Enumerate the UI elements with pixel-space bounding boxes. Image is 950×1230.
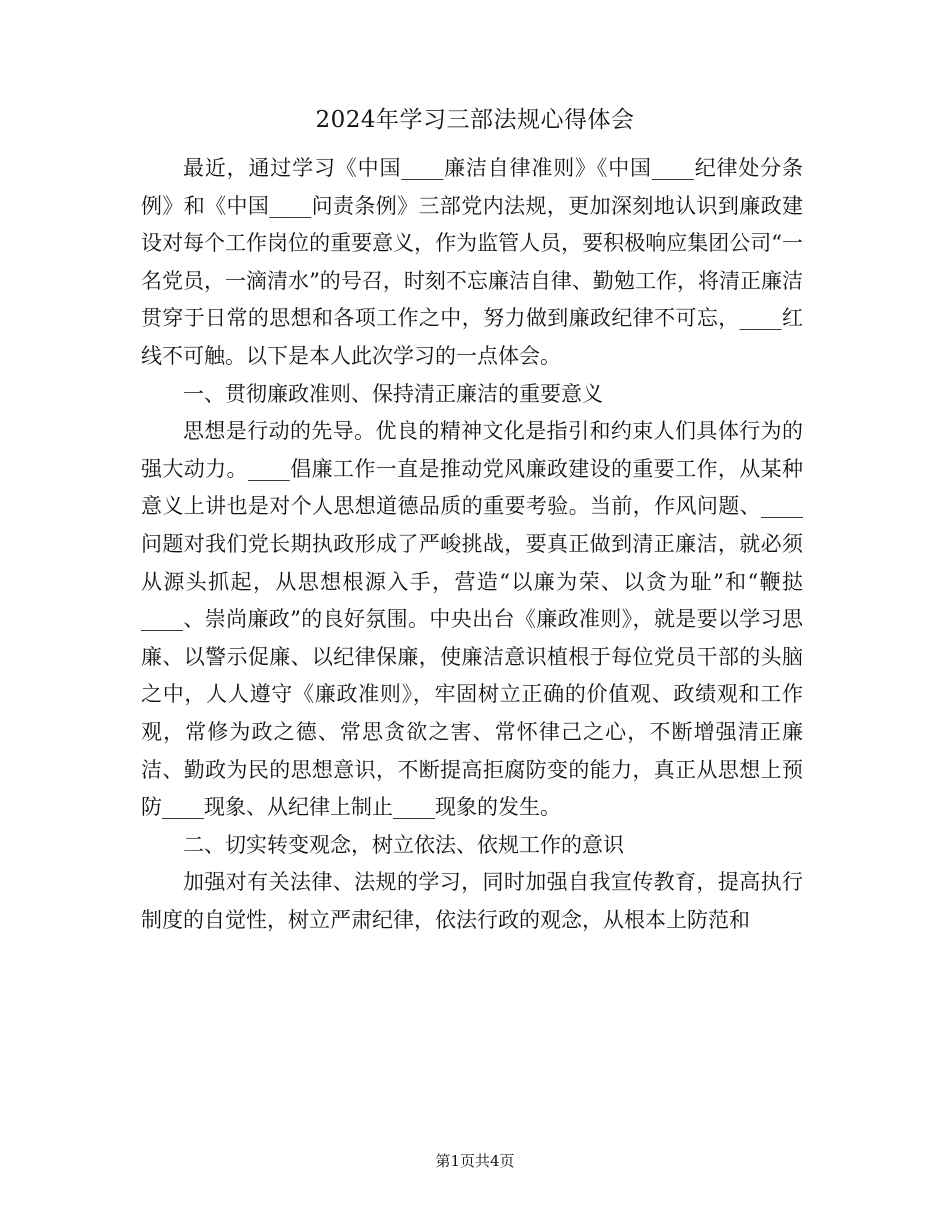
paragraph-section-2: 加强对有关法律、法规的学习，同时加强自我宣传教育，提高执行制度的自觉性，树立严肃纪律，依法行政的观念，从根本上防范和 xyxy=(141,870,803,932)
section-heading-2: 二、切实转变观念，树立依法、依规工作的意识 xyxy=(183,832,624,857)
section-heading-1: 一、贯彻廉政准则、保持清正廉洁的重要意义 xyxy=(183,381,603,406)
page-footer: 第1页共4页 xyxy=(435,1152,515,1170)
document-body xyxy=(141,150,803,939)
paragraph-intro: 最近，通过学习《中国____廉洁自律准则》《中国____纪律处分条例》和《中国____问责条例》三部党内法规，更加深刻地认识到廉政建设对每个工作岗位的重要意义，作为监管人员，要积极响应集团公司“一名党员，一滴清水”的号召，时刻不忘廉洁自律、勤勉工作，将清正廉洁贯穿于日常的思想和各项工作之中，努力做到廉政纪律不可忘，____红线不可触。以下是本人此次学习的一点体会。 xyxy=(141,156,803,368)
paragraph-section-1: 思想是行动的先导。优良的精神文化是指引和约束人们具体行为的强大动力。____倡廉工作一直是推动党风廉政建设的重要工作，从某种意义上讲也是对个人思想道德品质的重要考验。当前，作风问题、____问题对我们党长期执政形成了严峻挑战，要真正做到清正廉洁，就必须从源头抓起，从思想根源入手，营造“以廉为荣、以贪为耻”和“鞭挞____、崇尚廉政”的良好氛围。中央出台《廉政准则》，就是要以学习思廉、以警示促廉、以纪律保廉，使廉洁意识植根于每位党员干部的头脑之中，人人遵守《廉政准则》，牢固树立正确的价值观、政绩观和工作观，常修为政之德、常思贪欲之害、常怀律己之心，不断增强清正廉洁、勤政为民的思想意识，不断提高拒腐防变的能力，真正从思想上预防____现象、从纪律上制止____现象的发生。 xyxy=(141,419,803,820)
document-title: 2024年学习三部法规心得体会 xyxy=(315,107,635,133)
